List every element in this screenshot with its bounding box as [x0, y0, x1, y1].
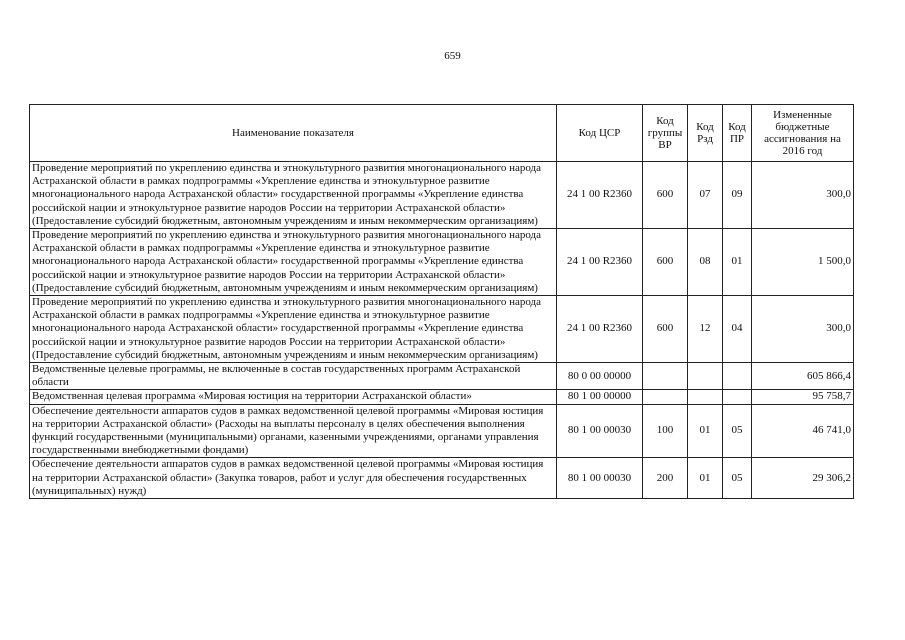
- row-csr: 80 1 00 00000: [557, 390, 643, 404]
- row-name: Проведение мероприятий по укреплению единства и этнокультурного развития многонационального народа Астраханской области в рамках подпрограммы «Укрепление единства и этнокультурное развитие многонационального народа Астраханской области» государственной программы «Укрепление единства российской нации и этнокультурное развитие народов России на территории Астраханской области» (Предоставление субсидий бюджетным, автономным учреждениям и иным некоммерческим организациям): [30, 296, 557, 363]
- row-vr: 600: [643, 229, 688, 296]
- header-vr: Код группы ВР: [643, 105, 688, 162]
- table-row: [30, 296, 854, 363]
- row-csr: 80 0 00 00000: [557, 363, 643, 390]
- row-amount: 46 741,0: [752, 404, 854, 458]
- row-pr: [723, 363, 752, 390]
- row-rzd: 08: [688, 229, 723, 296]
- row-rzd: 01: [688, 404, 723, 458]
- row-csr: 24 1 00 R2360: [557, 296, 643, 363]
- row-name: Ведомственная целевая программа «Мировая юстиция на территории Астраханской области»: [30, 390, 557, 404]
- row-amount: 605 866,4: [752, 363, 854, 390]
- row-csr: 80 1 00 00030: [557, 458, 643, 499]
- header-amount: Измененные бюджетные ассигнования на 2016 год: [752, 105, 854, 162]
- row-vr: 600: [643, 162, 688, 229]
- row-name: Обеспечение деятельности аппаратов судов в рамках ведомственной целевой программы «Мировая юстиция на территории Астраханской области» (Расходы на выплаты персоналу в целях обеспечения выполнения функций государственными (муниципальными) органами, казенными учреждениями, органами управления государственными внебюджетными фондами): [30, 404, 557, 458]
- row-vr: 600: [643, 296, 688, 363]
- row-vr: 100: [643, 404, 688, 458]
- row-csr: 80 1 00 00030: [557, 404, 643, 458]
- header-pr: Код ПР: [723, 105, 752, 162]
- row-pr: 01: [723, 229, 752, 296]
- row-pr: 04: [723, 296, 752, 363]
- row-pr: 05: [723, 458, 752, 499]
- row-pr: 09: [723, 162, 752, 229]
- row-amount: 95 758,7: [752, 390, 854, 404]
- row-rzd: [688, 363, 723, 390]
- row-rzd: 01: [688, 458, 723, 499]
- table-row: [30, 363, 854, 390]
- row-amount: 1 500,0: [752, 229, 854, 296]
- table-row: [30, 458, 854, 499]
- row-rzd: 12: [688, 296, 723, 363]
- budget-table: [29, 104, 854, 499]
- table-row: [30, 162, 854, 229]
- row-csr: 24 1 00 R2360: [557, 162, 643, 229]
- row-csr: 24 1 00 R2360: [557, 229, 643, 296]
- page-number: 659: [444, 50, 461, 62]
- row-rzd: [688, 390, 723, 404]
- table-header-row: [30, 105, 854, 162]
- row-pr: [723, 390, 752, 404]
- row-amount: 300,0: [752, 162, 854, 229]
- row-vr: 200: [643, 458, 688, 499]
- row-rzd: 07: [688, 162, 723, 229]
- header-csr: Код ЦСР: [557, 105, 643, 162]
- row-amount: 300,0: [752, 296, 854, 363]
- row-name: Ведомственные целевые программы, не включенные в состав государственных программ Астраханской области: [30, 363, 557, 390]
- table-row: [30, 404, 854, 458]
- row-name: Обеспечение деятельности аппаратов судов в рамках ведомственной целевой программы «Мировая юстиция на территории Астраханской области» (Закупка товаров, работ и услуг для обеспечения государственных (муниципальных) нужд): [30, 458, 557, 499]
- row-name: Проведение мероприятий по укреплению единства и этнокультурного развития многонационального народа Астраханской области в рамках подпрограммы «Укрепление единства и этнокультурное развитие многонационального народа Астраханской области» государственной программы «Укрепление единства российской нации и этнокультурное развитие народов России на территории Астраханской области» (Предоставление субсидий бюджетным, автономным учреждениям и иным некоммерческим организациям): [30, 229, 557, 296]
- row-vr: [643, 363, 688, 390]
- row-vr: [643, 390, 688, 404]
- row-amount: 29 306,2: [752, 458, 854, 499]
- table-row: [30, 390, 854, 404]
- row-pr: 05: [723, 404, 752, 458]
- header-rzd: Код Рзд: [688, 105, 723, 162]
- table-row: [30, 229, 854, 296]
- header-name: Наименование показателя: [30, 105, 557, 162]
- row-name: Проведение мероприятий по укреплению единства и этнокультурного развития многонационального народа Астраханской области в рамках подпрограммы «Укрепление единства и этнокультурное развитие многонационального народа Астраханской области» государственной программы «Укрепление единства российской нации и этнокультурное развитие народов России на территории Астраханской области» (Предоставление субсидий бюджетным, автономным учреждениям и иным некоммерческим организациям): [30, 162, 557, 229]
